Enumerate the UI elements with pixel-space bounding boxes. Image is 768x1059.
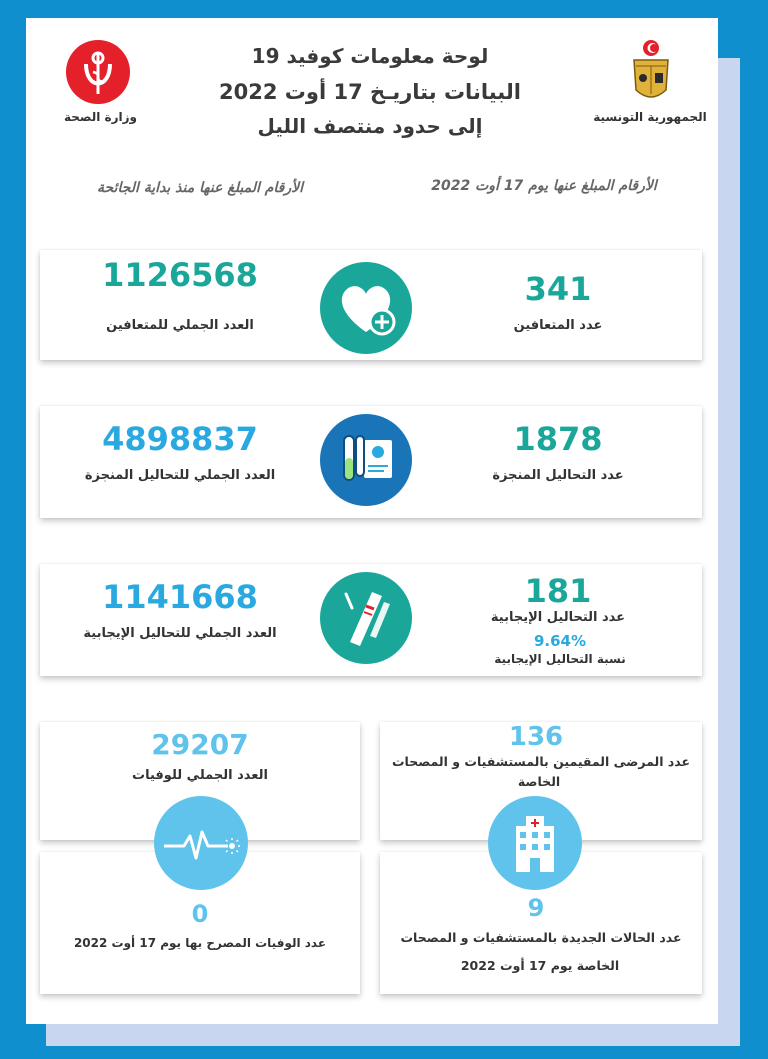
title-line-1: لوحة معلومات كوفيد 19 xyxy=(251,44,489,68)
recovered-total-label: العدد الجملي للمتعافين xyxy=(106,318,254,333)
republic-label: الجمهورية التونسية xyxy=(593,110,707,124)
positives-daily-value: 181 xyxy=(524,572,592,610)
recovered-daily-label: عدد المتعافين xyxy=(513,318,603,333)
positives-rate-value: 9.64% xyxy=(533,632,587,650)
heartbeat-line-icon xyxy=(154,796,248,890)
inpatients-label-line-2: الخاصة xyxy=(517,774,561,789)
new-hospital-cases-label-line-1: عدد الحالات الجديدة بالمستشفيات و المصحات xyxy=(400,930,682,945)
deaths-total-value: 29207 xyxy=(151,728,249,761)
deaths-total-label: العدد الجملي للوفيات xyxy=(132,768,268,783)
inpatients-label-line-1: عدد المرضى المقيمين بالمستشفيات و المصحات xyxy=(391,754,691,769)
cumulative-heading: الأرقام المبلغ عنها منذ بداية الجائحة xyxy=(97,180,303,196)
tests-daily-label: عدد التحاليل المنجزة xyxy=(492,468,624,483)
deaths-daily-label: عدد الوفيات المصرح بها يوم 17 أوت 2022 xyxy=(73,936,327,950)
rapid-test-icon xyxy=(320,572,412,664)
positives-total-label: العدد الجملي للتحاليل الإيجابية xyxy=(83,626,277,641)
tests-total-value: 4898837 xyxy=(102,420,258,458)
recovered-total-value: 1126568 xyxy=(102,256,258,294)
tests-daily-value: 1878 xyxy=(513,420,603,458)
test-tube-icon xyxy=(320,414,412,506)
inpatients-value: 136 xyxy=(508,722,564,752)
positives-rate-label: نسبة التحاليل الإيجابية xyxy=(494,652,626,666)
recovered-daily-value: 341 xyxy=(524,270,592,308)
tunisia-emblem xyxy=(628,38,674,106)
positives-total-value: 1141668 xyxy=(102,578,258,616)
positives-daily-label: عدد التحاليل الإيجابية xyxy=(490,610,626,625)
title-line-3: إلى حدود منتصف الليل xyxy=(257,114,483,138)
deaths-daily-value: 0 xyxy=(191,900,209,928)
ministry-label: وزارة الصحة xyxy=(64,110,138,124)
hospital-icon xyxy=(488,796,582,890)
title-line-2: البيانات بتاريـخ 17 أوت 2022 xyxy=(219,80,521,104)
heart-plus-icon xyxy=(320,262,412,354)
new-hospital-cases-value: 9 xyxy=(527,894,545,922)
tests-total-label: العدد الجملي للتحاليل المنجزة xyxy=(84,468,276,483)
daily-heading: الأرقام المبلغ عنها يوم 17 أوت 2022 xyxy=(431,178,657,194)
ministry-logo xyxy=(66,40,130,104)
new-hospital-cases-label-line-2: الخاصة يوم 17 أوت 2022 xyxy=(460,958,620,973)
